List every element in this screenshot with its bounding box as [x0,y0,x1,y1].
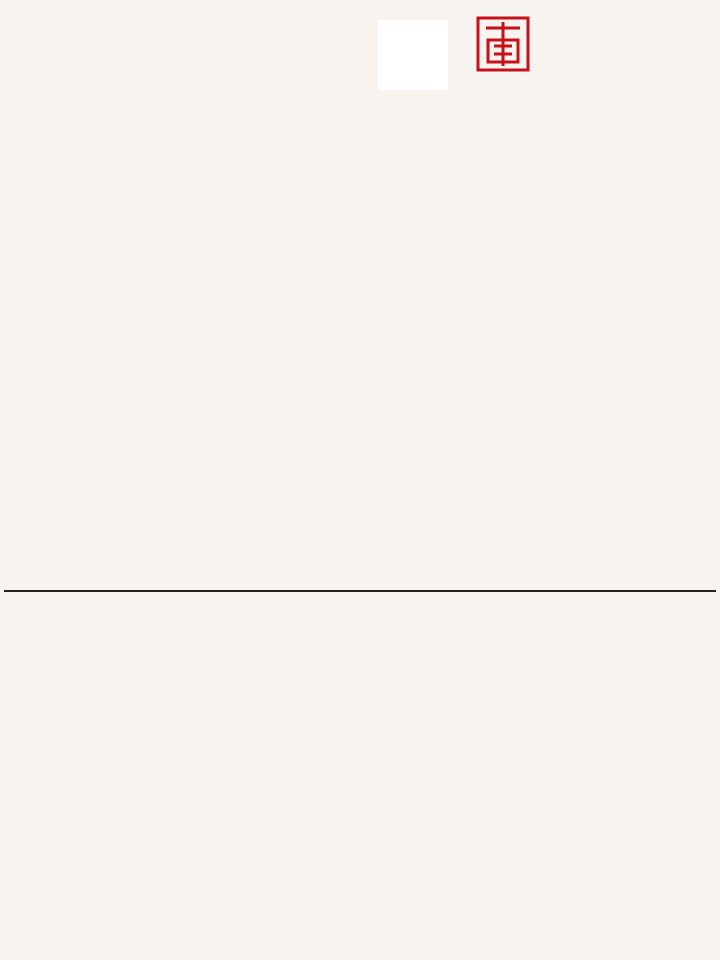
qr-code-icon[interactable] [378,20,448,90]
red-seal-icon [476,16,530,72]
annual-luck-table [4,590,716,592]
